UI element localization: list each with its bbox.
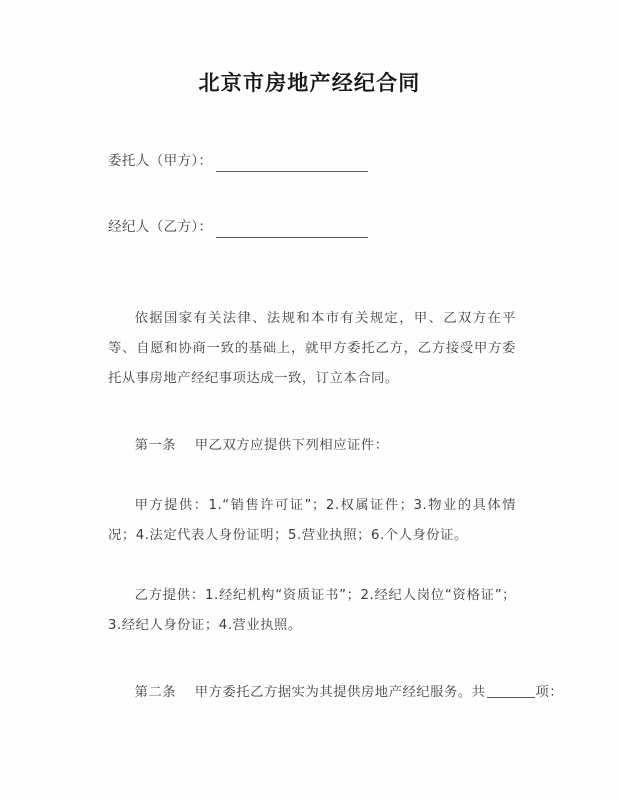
field-row-party-a: [108, 150, 516, 172]
clause-title-2-before-blank: 甲方委托乙方据实为其提供房地产经纪服务。共: [194, 685, 486, 700]
field-label-party-a: 委托人（甲方）：: [108, 153, 213, 169]
clause-number-1: 第一条: [134, 438, 177, 453]
clause-2-count-blank[interactable]: [487, 683, 535, 698]
clause-heading-1: [108, 431, 516, 461]
field-blank-party-b[interactable]: [216, 222, 368, 238]
clause-number-2: 第二条: [134, 685, 177, 700]
clause-1-paragraph-party-b: 乙方提供：1.经纪机构“资质证书”；2.经纪人岗位“资格证”；3.经纪人身份证；4.营业执照。: [108, 588, 516, 633]
field-blank-party-a[interactable]: [216, 156, 368, 172]
spacer: [108, 282, 516, 304]
spacer: [108, 551, 516, 581]
document-title: 北京市房地产经纪合同: [198, 71, 421, 95]
document-body: [108, 150, 564, 708]
spacer: [108, 641, 516, 678]
clause-title-1: 甲乙双方应提供下列相应证件：: [194, 438, 389, 453]
preamble-paragraph: 依据国家有关法律、法规和本市有关规定，甲、乙双方在平等、自愿和协商一致的基础上，就甲方委托乙方，乙方接受甲方委托从事房地产经纪事项达成一致，订立本合同。: [108, 311, 516, 386]
clause-1-paragraph-party-a: 甲方提供：1.“销售许可证”；2.权属证件；3.物业的具体情况；4.法定代表人身份证明；5.营业执照；6.个人身份证。: [108, 498, 516, 543]
clause-heading-2: [108, 678, 564, 708]
spacer: [108, 394, 516, 431]
field-row-party-b: [108, 216, 516, 238]
field-label-party-b: 经纪人（乙方）：: [108, 219, 213, 235]
spacer: [108, 461, 516, 491]
clause-title-2-after-blank: 项：: [535, 685, 564, 700]
